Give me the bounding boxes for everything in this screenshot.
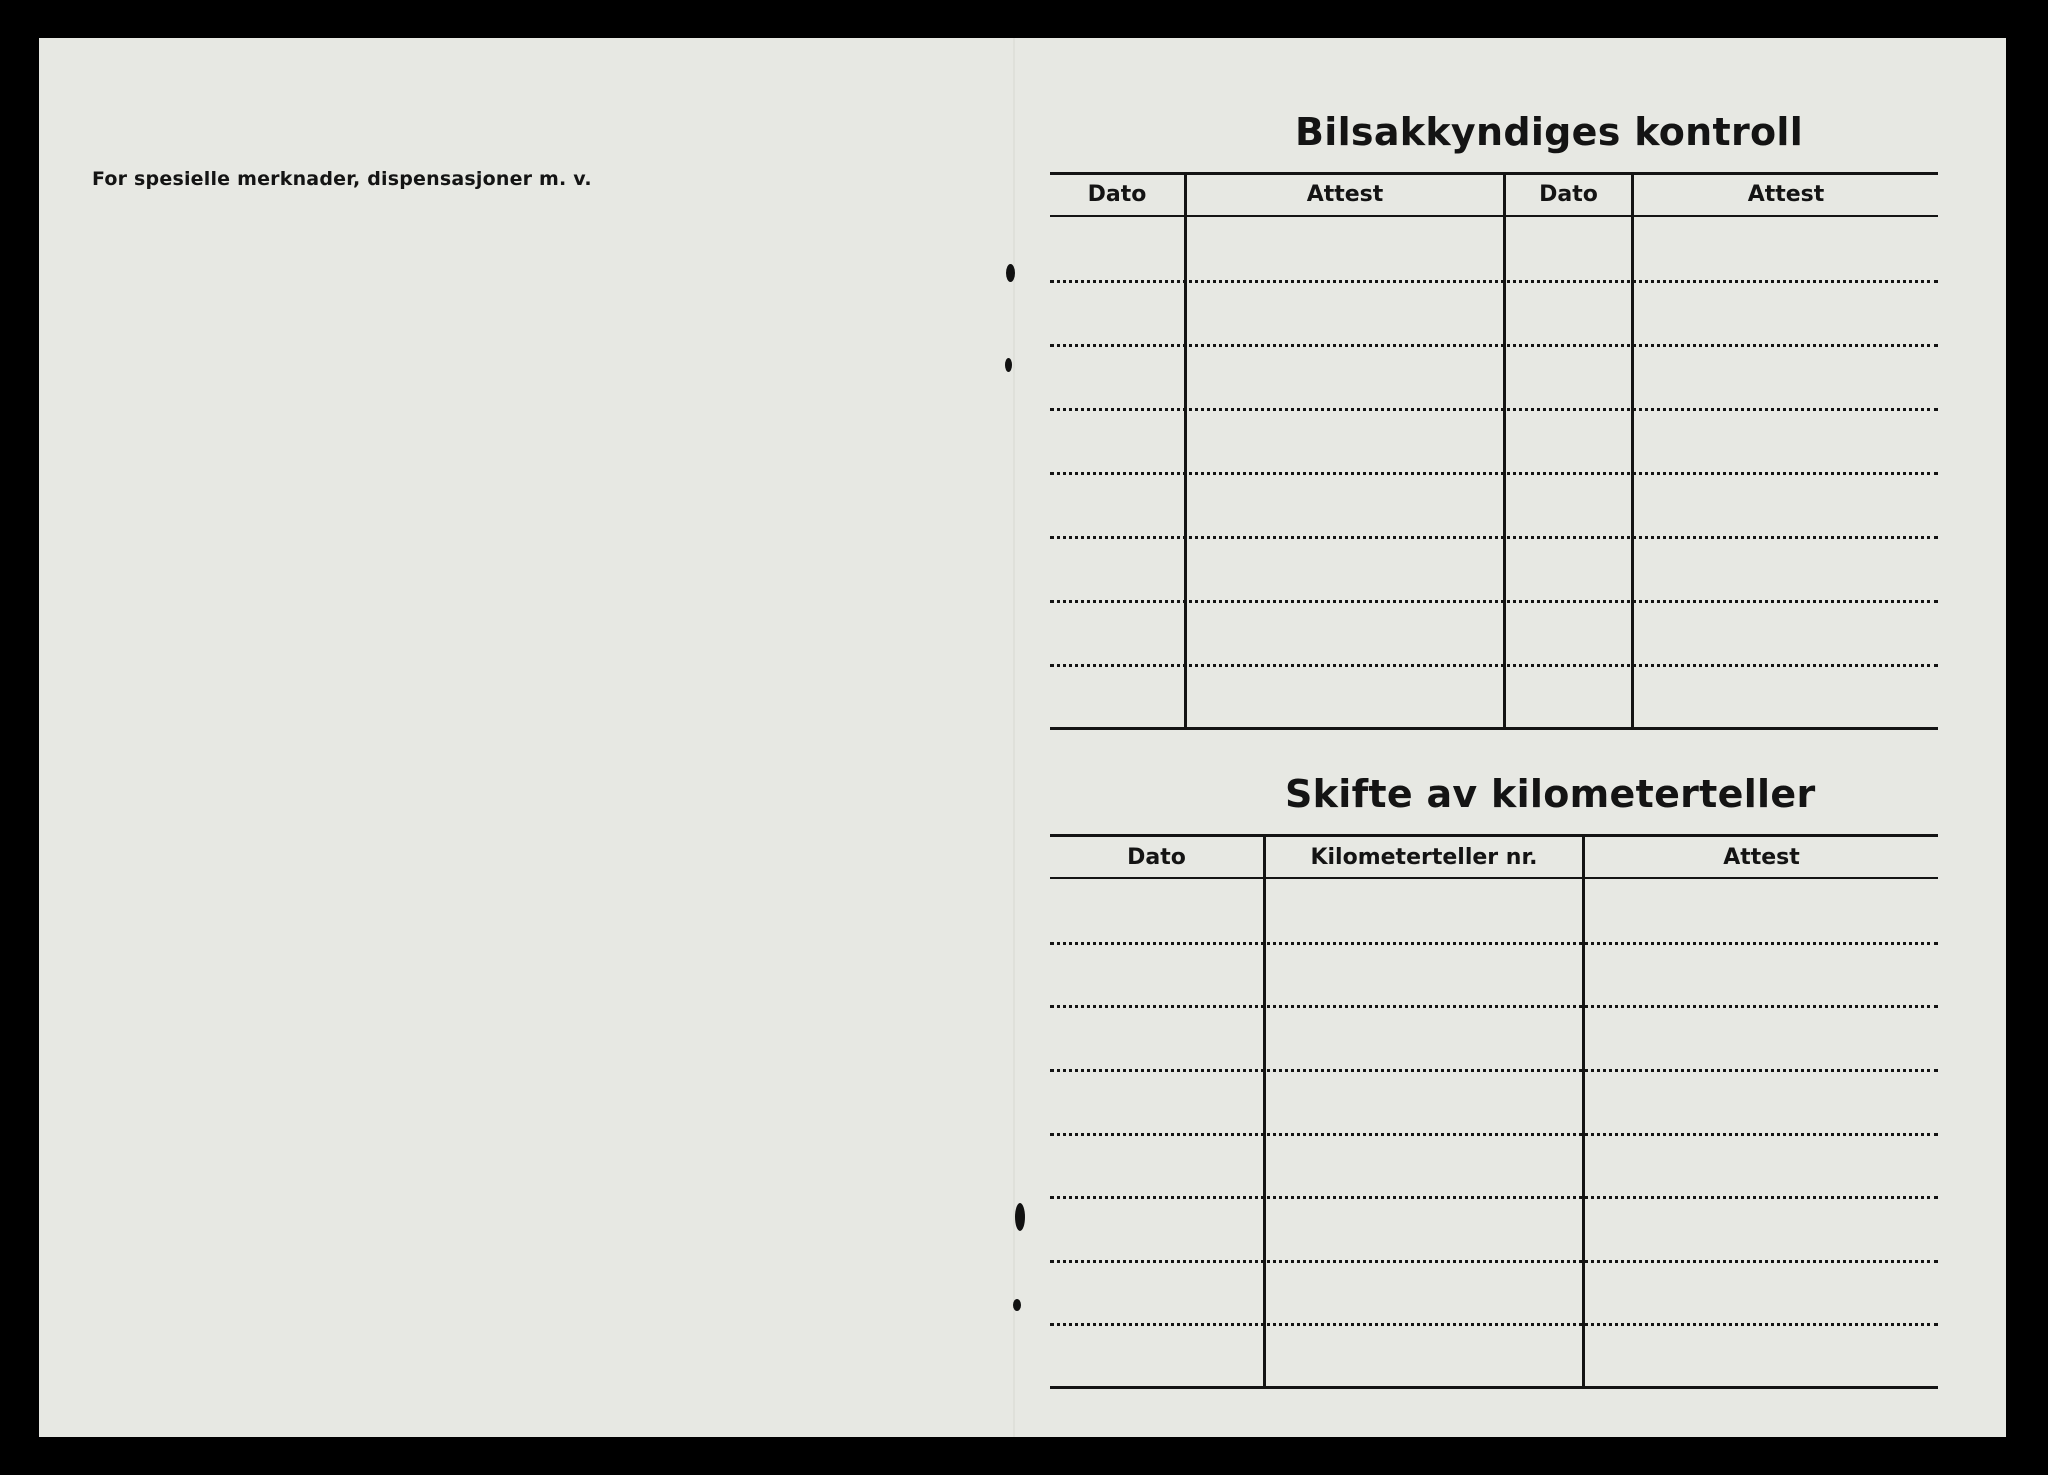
table-row[interactable] <box>1050 1323 1938 1326</box>
inspection-header-dato-1: Dato <box>1087 182 1147 207</box>
binding-hole-mark <box>1015 1203 1025 1231</box>
table-row[interactable] <box>1050 408 1938 411</box>
binding-hole-mark <box>1006 264 1015 282</box>
inspection-table-title: Bilsakkyndiges kontroll <box>1295 110 1804 154</box>
inspection-col-divider-1 <box>1184 174 1187 730</box>
table-row[interactable] <box>1050 472 1938 475</box>
odometer-header-attest: Attest <box>1723 845 1800 870</box>
table-row[interactable] <box>1050 1196 1938 1199</box>
odometer-table-title: Skifte av kilometerteller <box>1285 772 1816 816</box>
odometer-header-dato: Dato <box>1127 845 1186 870</box>
inspection-col-divider-2 <box>1503 174 1506 730</box>
table-row[interactable] <box>1050 600 1938 603</box>
inspection-col-divider-3 <box>1631 174 1634 730</box>
odometer-table-bottom-rule <box>1050 1386 1938 1389</box>
table-row[interactable] <box>1050 1069 1938 1072</box>
binding-hole-mark <box>1005 358 1012 372</box>
table-row[interactable] <box>1050 1260 1938 1263</box>
table-row[interactable] <box>1050 344 1938 347</box>
special-remarks-label: For spesielle merknader, dispensasjoner m. v. <box>92 168 592 190</box>
odometer-table-header-rule <box>1050 877 1938 879</box>
table-row[interactable] <box>1050 942 1938 945</box>
table-row[interactable] <box>1050 1133 1938 1136</box>
inspection-header-dato-2: Dato <box>1539 182 1598 207</box>
odometer-col-divider-1 <box>1263 836 1266 1389</box>
inspection-header-attest-2: Attest <box>1747 182 1825 207</box>
center-fold <box>1013 38 1015 1437</box>
table-row[interactable] <box>1050 1005 1938 1008</box>
inspection-header-attest-1: Attest <box>1306 182 1384 207</box>
odometer-header-counter-no: Kilometerteller nr. <box>1310 845 1538 870</box>
table-row[interactable] <box>1050 664 1938 667</box>
odometer-table-top-rule <box>1050 834 1938 837</box>
binding-hole-mark <box>1013 1299 1021 1311</box>
odometer-col-divider-2 <box>1582 836 1585 1389</box>
table-row[interactable] <box>1050 536 1938 539</box>
table-row[interactable] <box>1050 280 1938 283</box>
